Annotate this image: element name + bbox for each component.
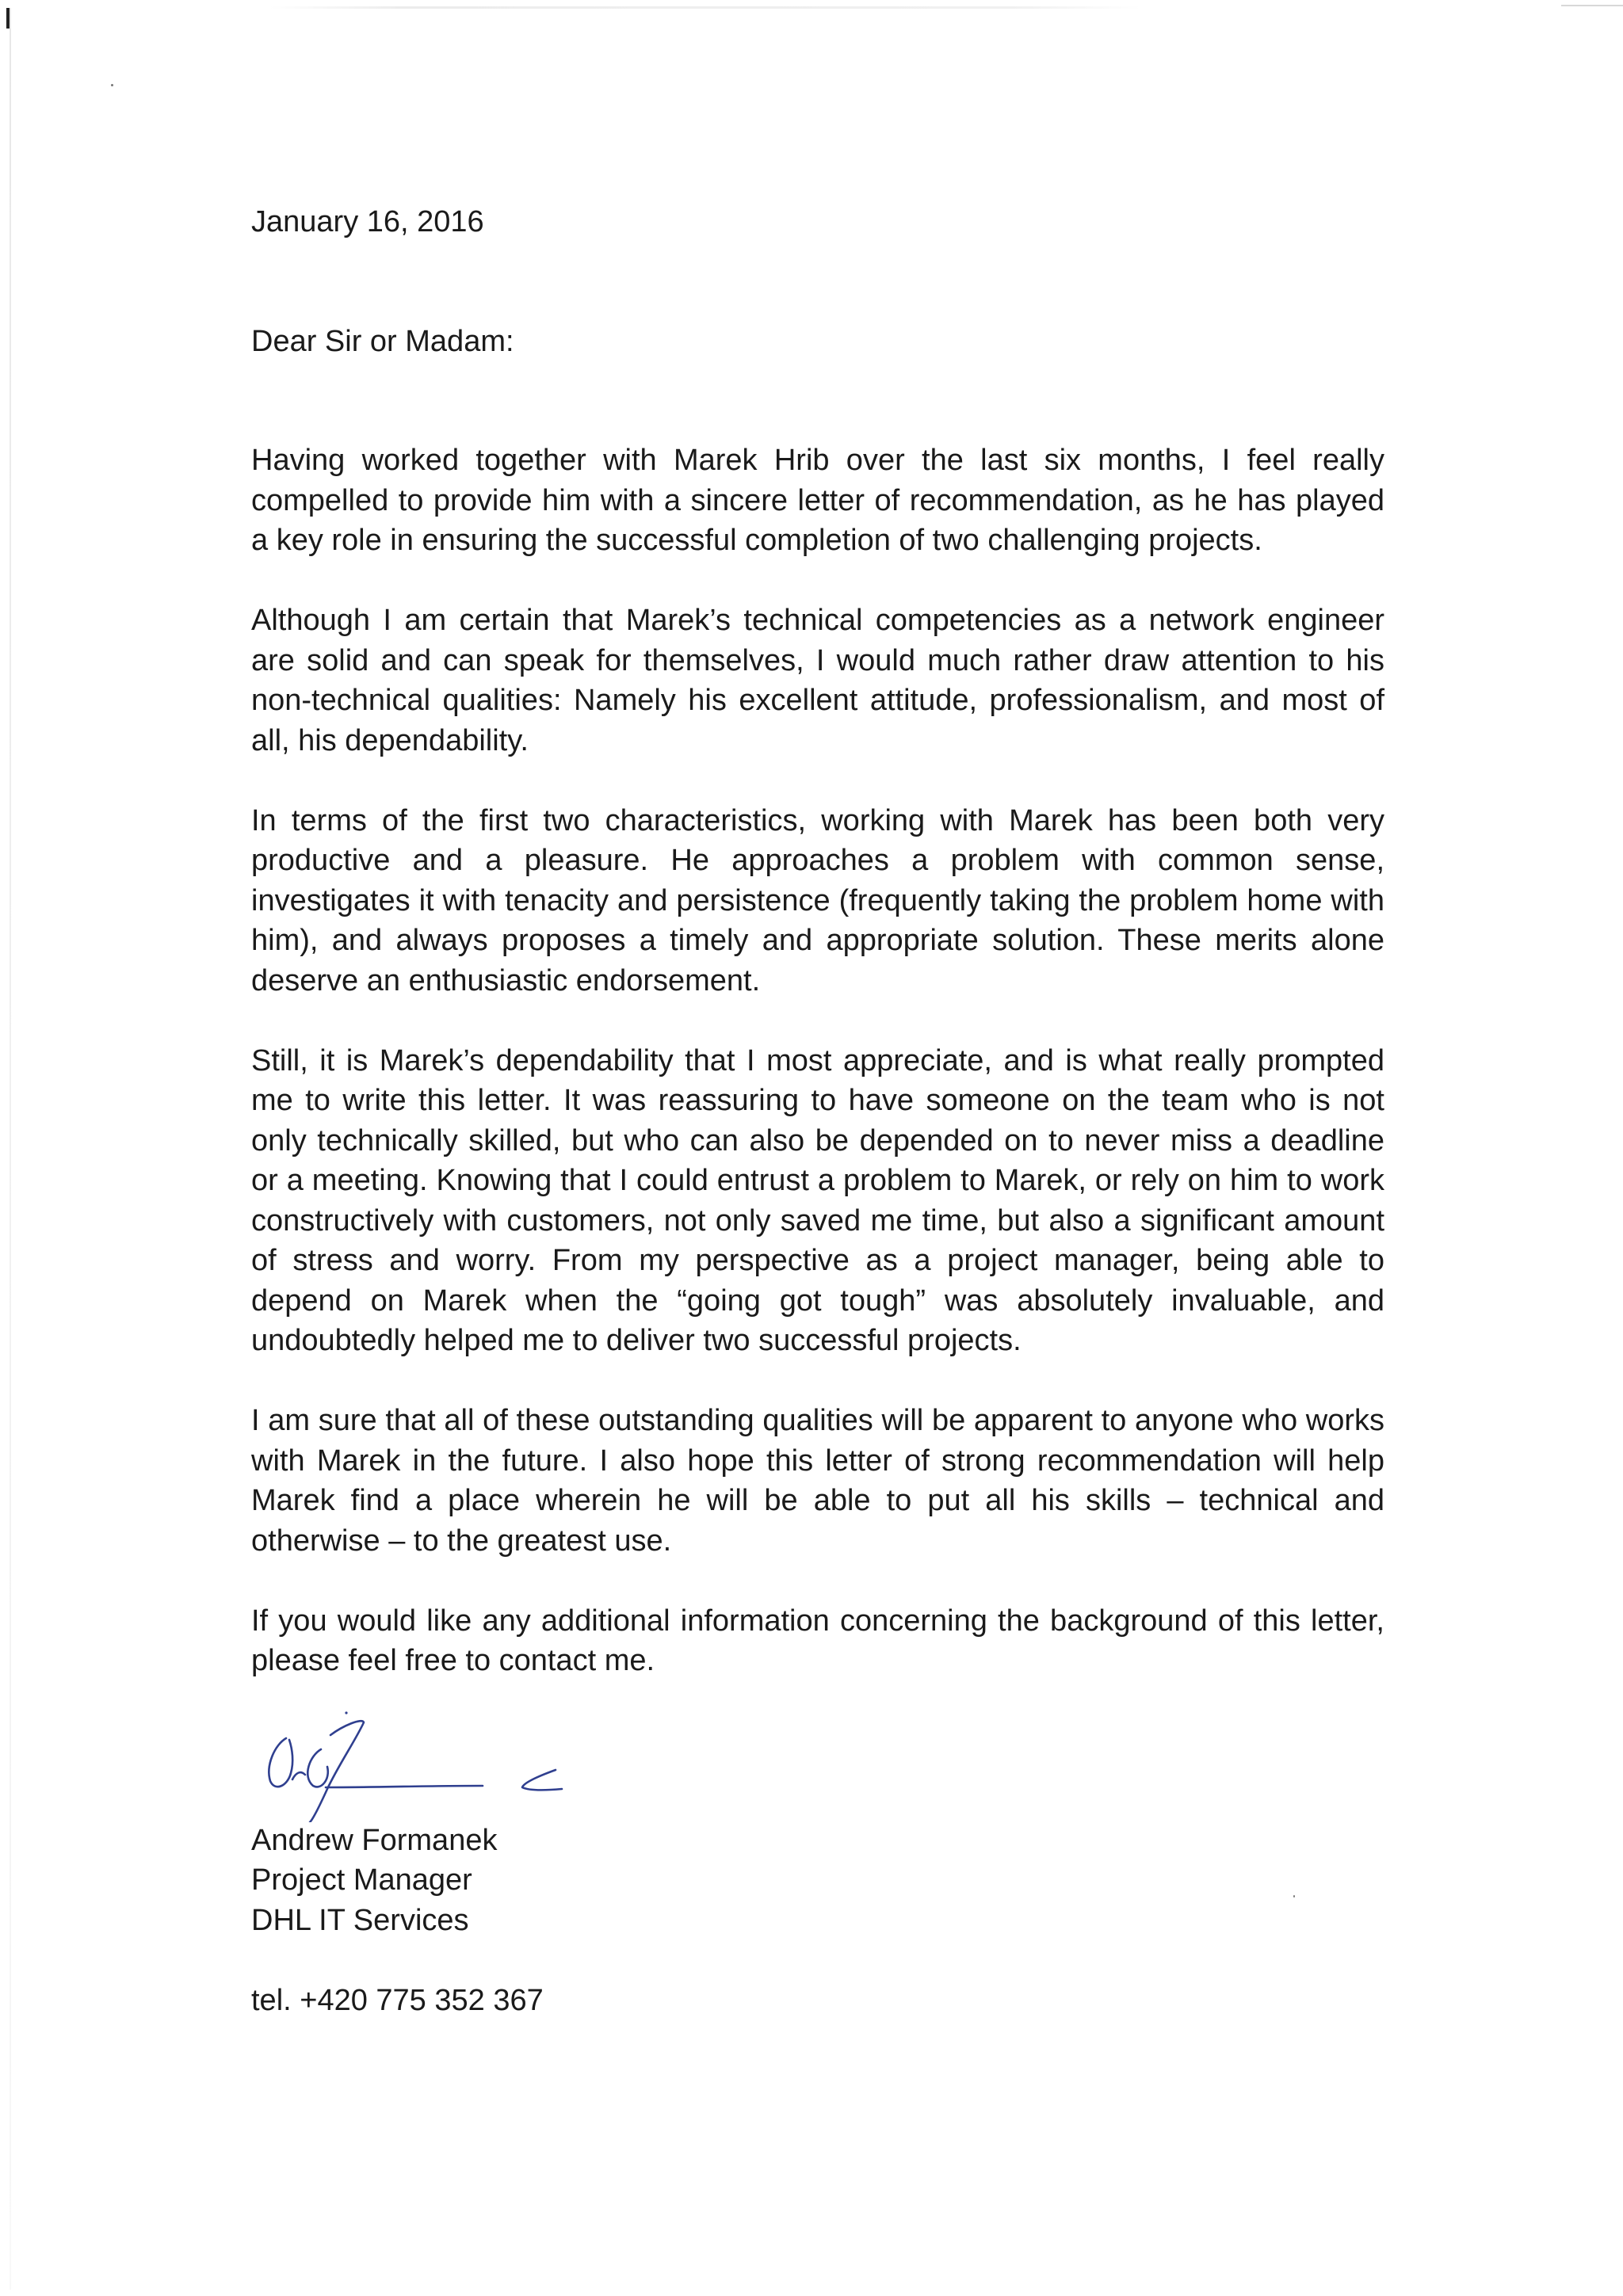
handwritten-signature [245, 1703, 578, 1822]
scan-edge-left [10, 8, 11, 2290]
body-paragraph: Still, it is Marek’s dependability that I most appreciate, and is what really prompted me to write this letter. It was reassuring to have someone on the team who is not only technically skilled, but who can also be depended on to never miss a deadline or a meeting. Knowing that I could entrust a problem to Marek, or rely on him to work constructively with customers, not only saved me time, but also a significant amount of stress and worry. From my perspective as a project manager, being able to depend on Marek when the “going got tough” was absolutely invaluable, and undoubtedly helped me to deliver two successful projects. [251, 1043, 1384, 1357]
body-paragraph: Although I am certain that Marek’s technical competencies as a network engineer are solid and can speak for themselves, I would much rather draw attention to his non-technical qualities: Namely his excellent attitude, professionalism, and most of all, his dependability. [251, 604, 1384, 757]
signer-block [251, 1821, 1384, 1941]
body-paragraph: Having worked together with Marek Hrib over the last six months, I feel really compelled to provide him with a sincere letter of recommendation, as he has played a key role in ensuring the successful completion of two challenging projects. [251, 444, 1384, 557]
signature-strokes [269, 1721, 562, 1822]
scan-edge-top [269, 6, 1141, 9]
signer-name: Andrew Formanek [251, 1823, 498, 1857]
body-paragraph: If you would like any additional information concerning the background of this letter, please feel free to contact me. [251, 1604, 1384, 1677]
body-paragraph: In terms of the first two characteristics, working with Marek has been both very productive and a pleasure. He approaches a problem with common sense, investigates it with tenacity and persistence (frequently taking the problem home with him), and always proposes a timely and appropriate solution. These merits alone deserve an enthusiastic endorsement. [251, 803, 1384, 997]
letter-content [251, 202, 1384, 2020]
body-paragraph: I am sure that all of these outstanding qualities will be apparent to anyone who works with Marek in the future. I also hope this letter of strong recommendation will help Marek find a place wherein he will be able to put all his skills – technical and otherwise – to the greatest use. [251, 1404, 1384, 1558]
scan-speck [111, 84, 113, 86]
letter-date: January 16, 2016 [251, 205, 484, 238]
signer-phone: tel. +420 775 352 367 [251, 1983, 544, 2017]
letter-body [251, 441, 1384, 1681]
signer-company: DHL IT Services [251, 1903, 469, 1937]
signature-dot [345, 1711, 347, 1714]
signer-title: Project Manager [251, 1863, 472, 1897]
scan-edge-top-right [1561, 5, 1623, 6]
letter-salutation: Dear Sir or Madam: [251, 324, 514, 358]
